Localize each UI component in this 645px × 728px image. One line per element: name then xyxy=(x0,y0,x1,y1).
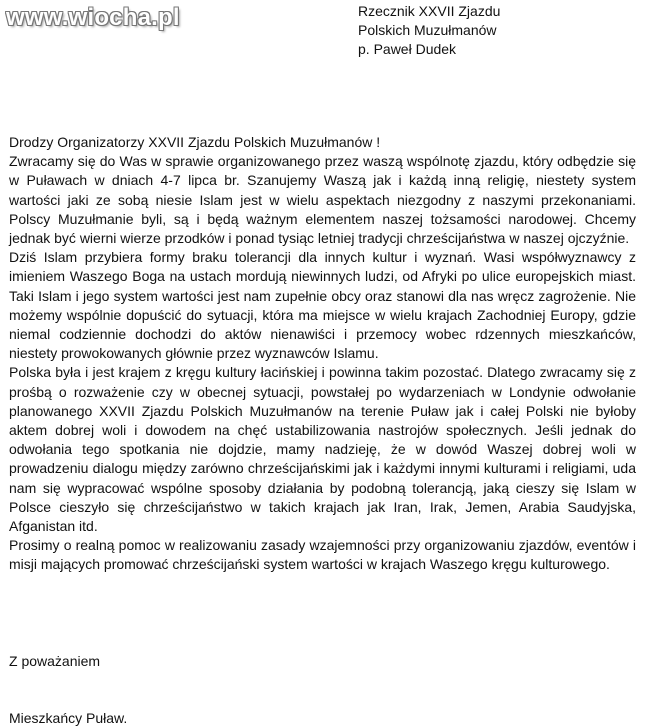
letter-paragraph-1: Zwracamy się do Was w sprawie organizowanego przez waszą wspólnotę zjazdu, który odbędzie się w Puławach w dniach 4-7 lipca br. Szanujemy Waszą jak i każdą inną religię, niestety system wartości jaki ze sobą niesie Islam jest w wielu aspektach niezgodny z naszymi przekonaniami. Polscy Muzułmanie byli, są i będą ważnym elementem naszej tożsamości narodowej. Chcemy jednak być wierni wierze przodków i ponad tysiąc letniej tradycji chrześcijaństwa w naszej ojczyźnie. xyxy=(9,153,636,247)
addressee-block xyxy=(358,2,500,59)
addressee-line-name: p. Paweł Dudek xyxy=(358,41,457,57)
letter-paragraph-2: Dziś Islam przybiera formy braku tolerancji dla innych kultur i wyznań. Wasi współwyznawcy z imieniem Waszego Boga na ustach mordują niewinnych ludzi, od Afryki po ulice europejskich miast. Taki Islam i jego system wartości jest nam zupełnie obcy oraz stanowi dla nas wręcz zagrożenie. Nie możemy wspólnie dopuścić do sytuacji, która ma miejsce w wielu krajach Zachodniej Europy, gdzie niemal codziennie dochodzi do aktów nienawiści i przemocy wobec rdzennych mieszkańców, niestety prowokowanych głównie przez wyznawców Islamu. xyxy=(9,249,636,362)
letter-signature: Mieszkańcy Puław. xyxy=(9,710,128,726)
addressee-line-title: Rzecznik XXVII Zjazdu xyxy=(358,3,501,19)
letter-paragraph-4: Prosimy o realną pomoc w realizowaniu zasady wzajemności przy organizowaniu zjazdów, eventów i misji mających promować chrześcijański system wartości w krajach Waszego kręgu kulturowego. xyxy=(9,537,636,573)
letter-closing: Z poważaniem xyxy=(9,653,101,669)
addressee-line-organization: Polskich Muzułmanów xyxy=(358,22,497,38)
letter-greeting: Drodzy Organizatorzy XXVII Zjazdu Polskich Muzułmanów ! xyxy=(9,134,381,150)
letter-paragraph-3: Polska była i jest krajem z kręgu kultury łacińskiej i powinna takim pozostać. Dlatego zwracamy się z prośbą o rozważenie czy w obecnej sytuacji, powstałej po wydarzeniach w Londynie odwołanie planowanego XXVII Zjazdu Polskich Muzułmanów na terenie Puław jak i całej Polski nie byłoby aktem dobrej woli i dowodem na chęć ustabilizowania nastrojów społecznych. Jeśli jednak do odwołania tego spotkania nie dojdzie, mamy nadzieję, że w dowód Waszej dobrej woli w prowadzeniu dialogu między zarówno chrześcijańskimi jak i każdymi innymi kulturami i religiami, uda nam się wypracować wspólne sposoby działania by podobną tolerancją, jaką cieszy się Islam w Polsce cieszyło się chrześcijaństwo w takich krajach jak Iran, Irak, Jemen, Arabia Saudyjska, Afganistan itd. xyxy=(9,364,636,535)
letter-body xyxy=(9,133,636,575)
watermark-logo: www.wiocha.pl xyxy=(6,4,180,31)
